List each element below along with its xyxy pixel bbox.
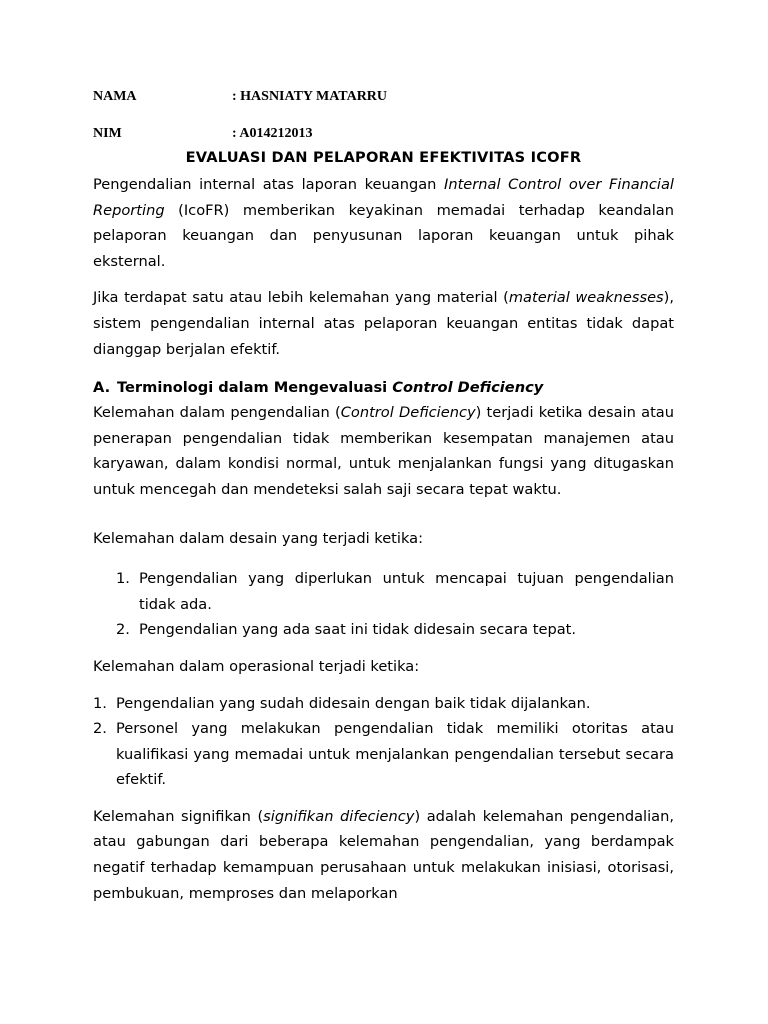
sig-text-b: ) adalah kelemahan pengendalian, atau gabungan dari beberapa kelemahan pengendalian, yang berdampak negatif terhadap kemampuan perusahaan untuk melakukan inisiasi, otorisasi, pembukuan, memproses dan melaporkan — [93, 807, 675, 902]
section-a-heading-emphasis: Control Deficiency — [392, 379, 544, 397]
intro-p2-emphasis: material weaknesses — [508, 289, 664, 307]
nim-value: : A014212013 — [232, 126, 313, 141]
significant-deficiency-paragraph — [93, 804, 674, 906]
list-item — [93, 691, 674, 717]
operational-weakness-intro: Kelemahan dalam operasional terjadi ketika: — [93, 657, 420, 675]
list-item — [93, 716, 674, 793]
section-a-heading — [93, 376, 674, 400]
intro-p2-text-a: Jika terdapat satu atau lebih kelemahan yang material ( — [93, 289, 509, 307]
name-label: NAMA — [93, 89, 137, 104]
list-item-number: 2. — [116, 621, 130, 639]
section-a-number: A. — [93, 379, 111, 397]
sig-emphasis: signifikan difeciency — [263, 807, 415, 825]
name-value: : HASNIATY MATARRU — [232, 89, 388, 104]
intro-paragraph-2 — [93, 285, 674, 362]
list-item-text: Pengendalian yang sudah didesain dengan baik tidak dijalankan. — [116, 694, 591, 712]
control-deficiency-paragraph — [93, 400, 674, 502]
document-title: EVALUASI DAN PELAPORAN EFEKTIVITAS ICOFR — [185, 149, 582, 166]
document-page — [93, 0, 674, 1024]
list-item-text: Pengendalian yang ada saat ini tidak didesain secara tepat. — [139, 621, 577, 639]
design-weakness-intro: Kelemahan dalam desain yang terjadi ketika: — [93, 529, 424, 547]
sig-text-a: Kelemahan signifikan ( — [93, 807, 264, 825]
intro-paragraph-1 — [93, 172, 674, 274]
cd-text-b: ) terjadi ketika desain atau penerapan pengendalian tidak memberikan kesempatan manajemen atau karyawan, dalam kondisi normal, untuk menjalankan fungsi yang ditugaskan untuk mencegah dan mendeteksi salah saji secara tepat waktu. — [93, 404, 674, 498]
cd-text-a: Kelemahan dalam pengendalian ( — [93, 404, 341, 422]
list-item — [93, 617, 674, 643]
operational-weakness-list — [93, 691, 674, 793]
cd-emphasis: Control Deficiency — [340, 404, 476, 422]
intro-p1-text-a: Pengendalian internal atas laporan keuangan — [93, 176, 445, 193]
list-item-number: 2. — [93, 720, 107, 738]
list-item-text: Personel yang melakukan pengendalian tidak memiliki otoritas atau kualifikasi yang memadai untuk menjalankan pengendalian tersebut secara efektif. — [116, 720, 674, 789]
intro-p1-text-b: (IcoFR) memberikan keyakinan memadai terhadap keandalan pelaporan keuangan dan penyusunan laporan keuangan untuk pihak eksternal. — [93, 201, 674, 270]
list-item-text: Pengendalian yang diperlukan untuk mencapai tujuan pengendalian tidak ada. — [139, 570, 674, 613]
intro-p1-emphasis: Internal Control over Financial Reporting — [93, 176, 674, 219]
intro-p2-text-b: ), sistem pengendalian internal atas pelaporan keuangan entitas tidak dapat dianggap berjalan efektif. — [93, 289, 674, 358]
design-weakness-list — [93, 566, 674, 643]
list-item-number: 1. — [93, 694, 107, 712]
document-body — [93, 148, 674, 906]
section-a-heading-text: Terminologi dalam Mengevaluasi — [117, 379, 393, 397]
nim-label: NIM — [93, 126, 122, 141]
list-item-number: 1. — [116, 570, 130, 588]
list-item — [93, 566, 674, 617]
